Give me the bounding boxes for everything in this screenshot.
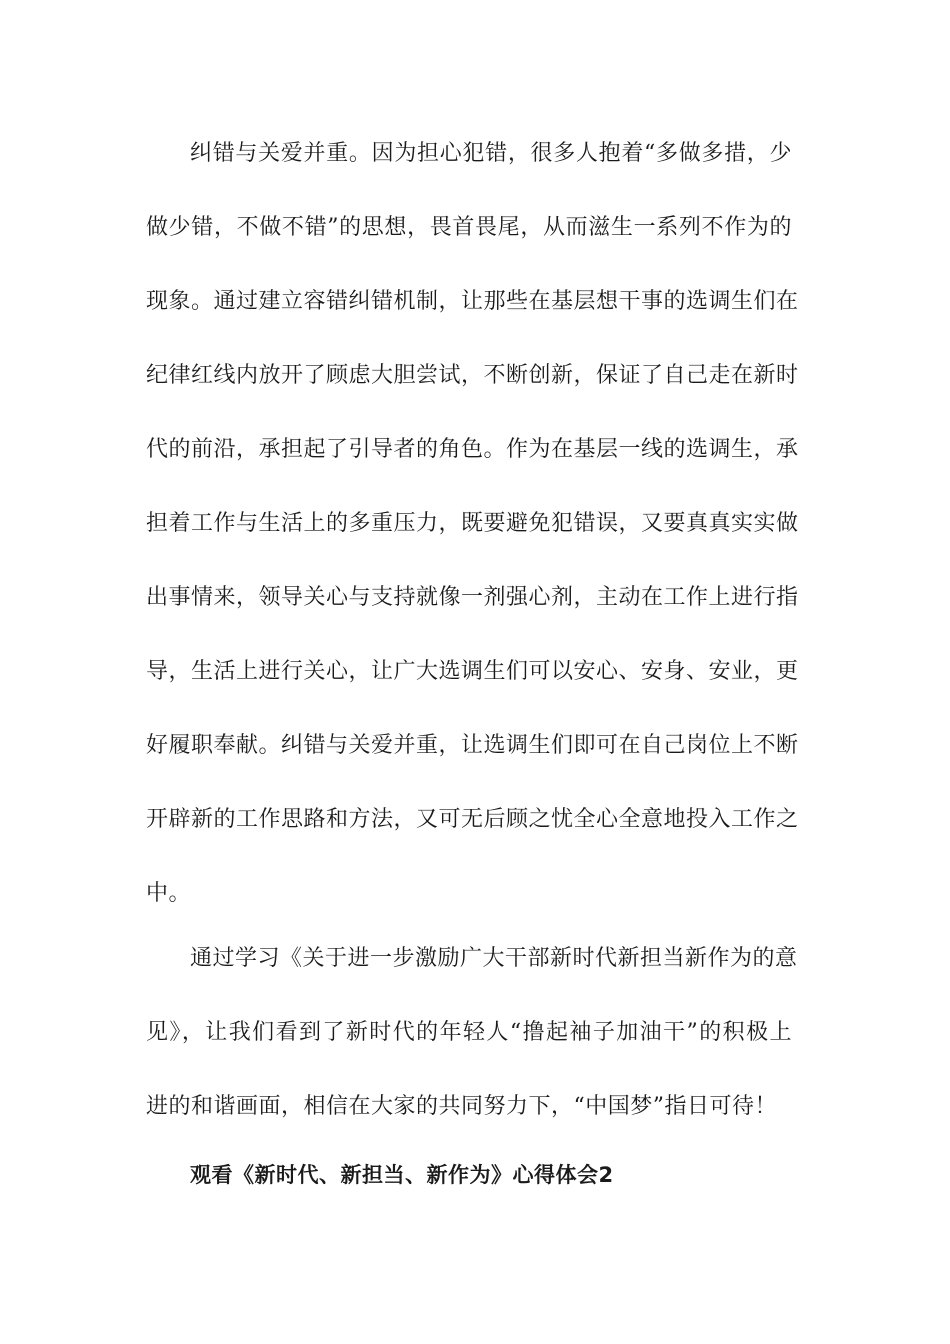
section-heading: 观看《新时代、新担当、新作为》心得体会2 [190,1163,614,1187]
paragraph-1-line-6: 担着工作与生活上的多重压力，既要避免犯错误，又要真真实实做 [146,511,799,536]
paragraph-2-line-1: 通过学习《关于进一步激励广大干部新时代新担当新作为的意 [190,946,798,971]
paragraph-1-line-7: 出事情来，领导关心与支持就像一剂强心剂，主动在工作上进行指 [146,585,799,610]
paragraph-1-line-4: 纪律红线内放开了顾虑大胆尝试，不断创新，保证了自己走在新时 [146,363,799,388]
paragraph-1-line-5: 代的前沿，承担起了引导者的角色。作为在基层一线的选调生，承 [146,437,799,462]
paragraph-1-line-8: 导，生活上进行关心，让广大选调生们可以安心、安身、安业，更 [146,659,799,684]
paragraph-1-line-3: 现象。通过建立容错纠错机制，让那些在基层想干事的选调生们在 [146,289,799,314]
paragraph-2-line-3: 进的和谐画面，相信在大家的共同努力下，“中国梦”指日可待！ [146,1094,777,1119]
paragraph-1-line-2: 做少错，不做不错”的思想，畏首畏尾，从而滋生一系列不作为的 [146,215,792,240]
paragraph-1-line-1: 纠错与关爱并重。因为担心犯错，很多人抱着“多做多措，少 [190,141,792,166]
paragraph-1-line-10: 开辟新的工作思路和方法，又可无后顾之忧全心全意地投入工作之 [146,807,799,832]
paragraph-2-line-2: 见》，让我们看到了新时代的年轻人“撸起袖子加油干”的积极上 [146,1020,792,1045]
paragraph-1-line-11: 中。 [146,881,192,906]
paragraph-1-line-9: 好履职奉献。纠错与关爱并重，让选调生们即可在自己岗位上不断 [146,733,799,758]
